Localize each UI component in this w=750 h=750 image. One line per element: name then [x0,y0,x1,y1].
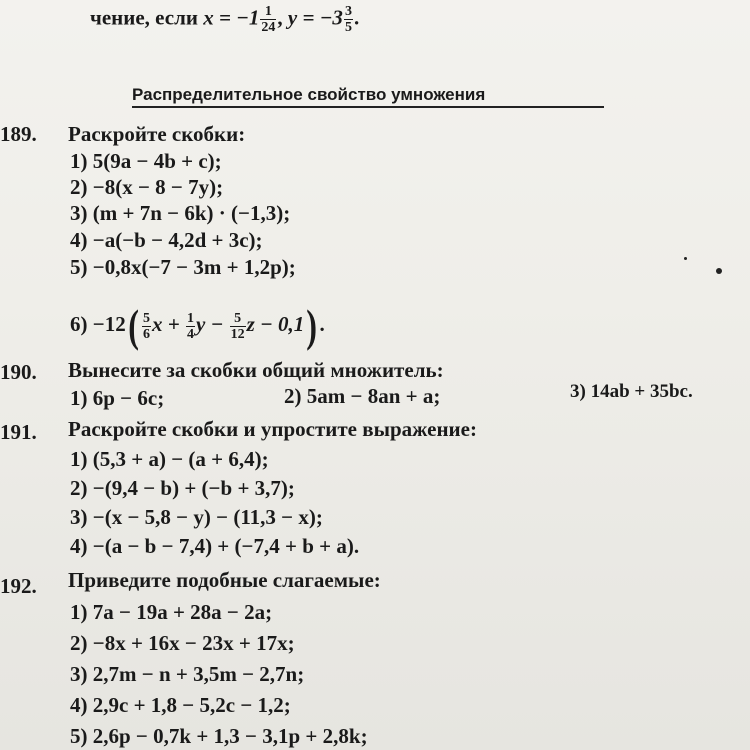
top-text: чение, если [90,5,198,30]
item6-term-1: x + [152,312,180,336]
top-y-expr: y = −3 [287,5,343,30]
paper-speck [716,268,722,274]
item6-fraction-3: $\frac{5}{12}$ [230,310,245,342]
problem-190-item-3: 3) 14ab + 35bc. [570,381,693,402]
top-condition-line [90,4,359,35]
item6-right-paren: ) [306,300,318,352]
item6-term-2: y − [196,312,224,336]
problem-191-item-1: 1) (5,3 + a) − (a + 6,4); [70,447,269,471]
top-end: . [353,5,360,30]
top-x-fraction: $\frac{1}{24}$ [261,4,276,35]
problem-189-number: 189. [0,122,37,146]
problem-189-item-2: 2) −8(x − 8 − 7y); [70,175,224,199]
problem-189-item-3: 3) (m + 7n − 6k) · (−1,3); [70,201,291,225]
item6-fraction-2: $\frac{1}{4}$ [187,310,195,342]
problem-191-number: 191. [0,420,37,444]
problem-190-number: 190. [0,360,37,384]
problem-190-item-1: 1) 6p − 6c; [70,386,165,410]
problem-191-item-2: 2) −(9,4 − b) + (−b + 3,7); [70,476,295,500]
item6-end: . [319,312,325,336]
problem-192-item-4: 4) 2,9c + 1,8 − 5,2c − 1,2; [70,693,291,717]
top-x-expr: x = −1 [203,5,260,30]
problem-191-title: Раскройте скобки и упростите выражение: [68,417,477,441]
problem-192-number: 192. [0,574,37,598]
top-y-fraction: $\frac{3}{5}$ [344,4,352,35]
problem-192-title: Приведите подобные слагаемые: [68,568,381,592]
section-title: Распределительное свойство умножения [132,84,604,108]
problem-191-item-3: 3) −(x − 5,8 − y) − (11,3 − x); [70,505,323,529]
problem-190-item-2: 2) 5am − 8an + a; [284,384,441,408]
problem-192-item-3: 3) 2,7m − n + 3,5m − 2,7n; [70,662,305,686]
problem-189-item-6 [70,300,325,352]
problem-191-item-4: 4) −(a − b − 7,4) + (−7,4 + b + a). [70,534,360,558]
problem-189-item-5: 5) −0,8x(−7 − 3m + 1,2p); [70,255,296,279]
problem-192-item-1: 1) 7a − 19a + 28a − 2a; [70,600,273,624]
item6-left-paren: ( [128,300,139,352]
top-sep: , [277,5,283,30]
item6-term-3: z − 0,1 [246,312,305,336]
problem-192-item-2: 2) −8x + 16x − 23x + 17x; [70,631,295,655]
paper-speck-small [684,257,687,260]
problem-189-item-1: 1) 5(9a − 4b + c); [70,149,222,173]
item6-prefix: 6) −12 [70,312,126,336]
problem-189-title: Раскройте скобки: [68,122,246,146]
item6-fraction-1: $\frac{5}{6}$ [143,310,151,342]
problem-190-title: Вынесите за скобки общий множитель: [68,358,444,382]
problem-189-item-4: 4) −a(−b − 4,2d + 3c); [70,228,263,252]
problem-192-item-5: 5) 2,6p − 0,7k + 1,3 − 3,1p + 2,8k; [70,724,368,748]
